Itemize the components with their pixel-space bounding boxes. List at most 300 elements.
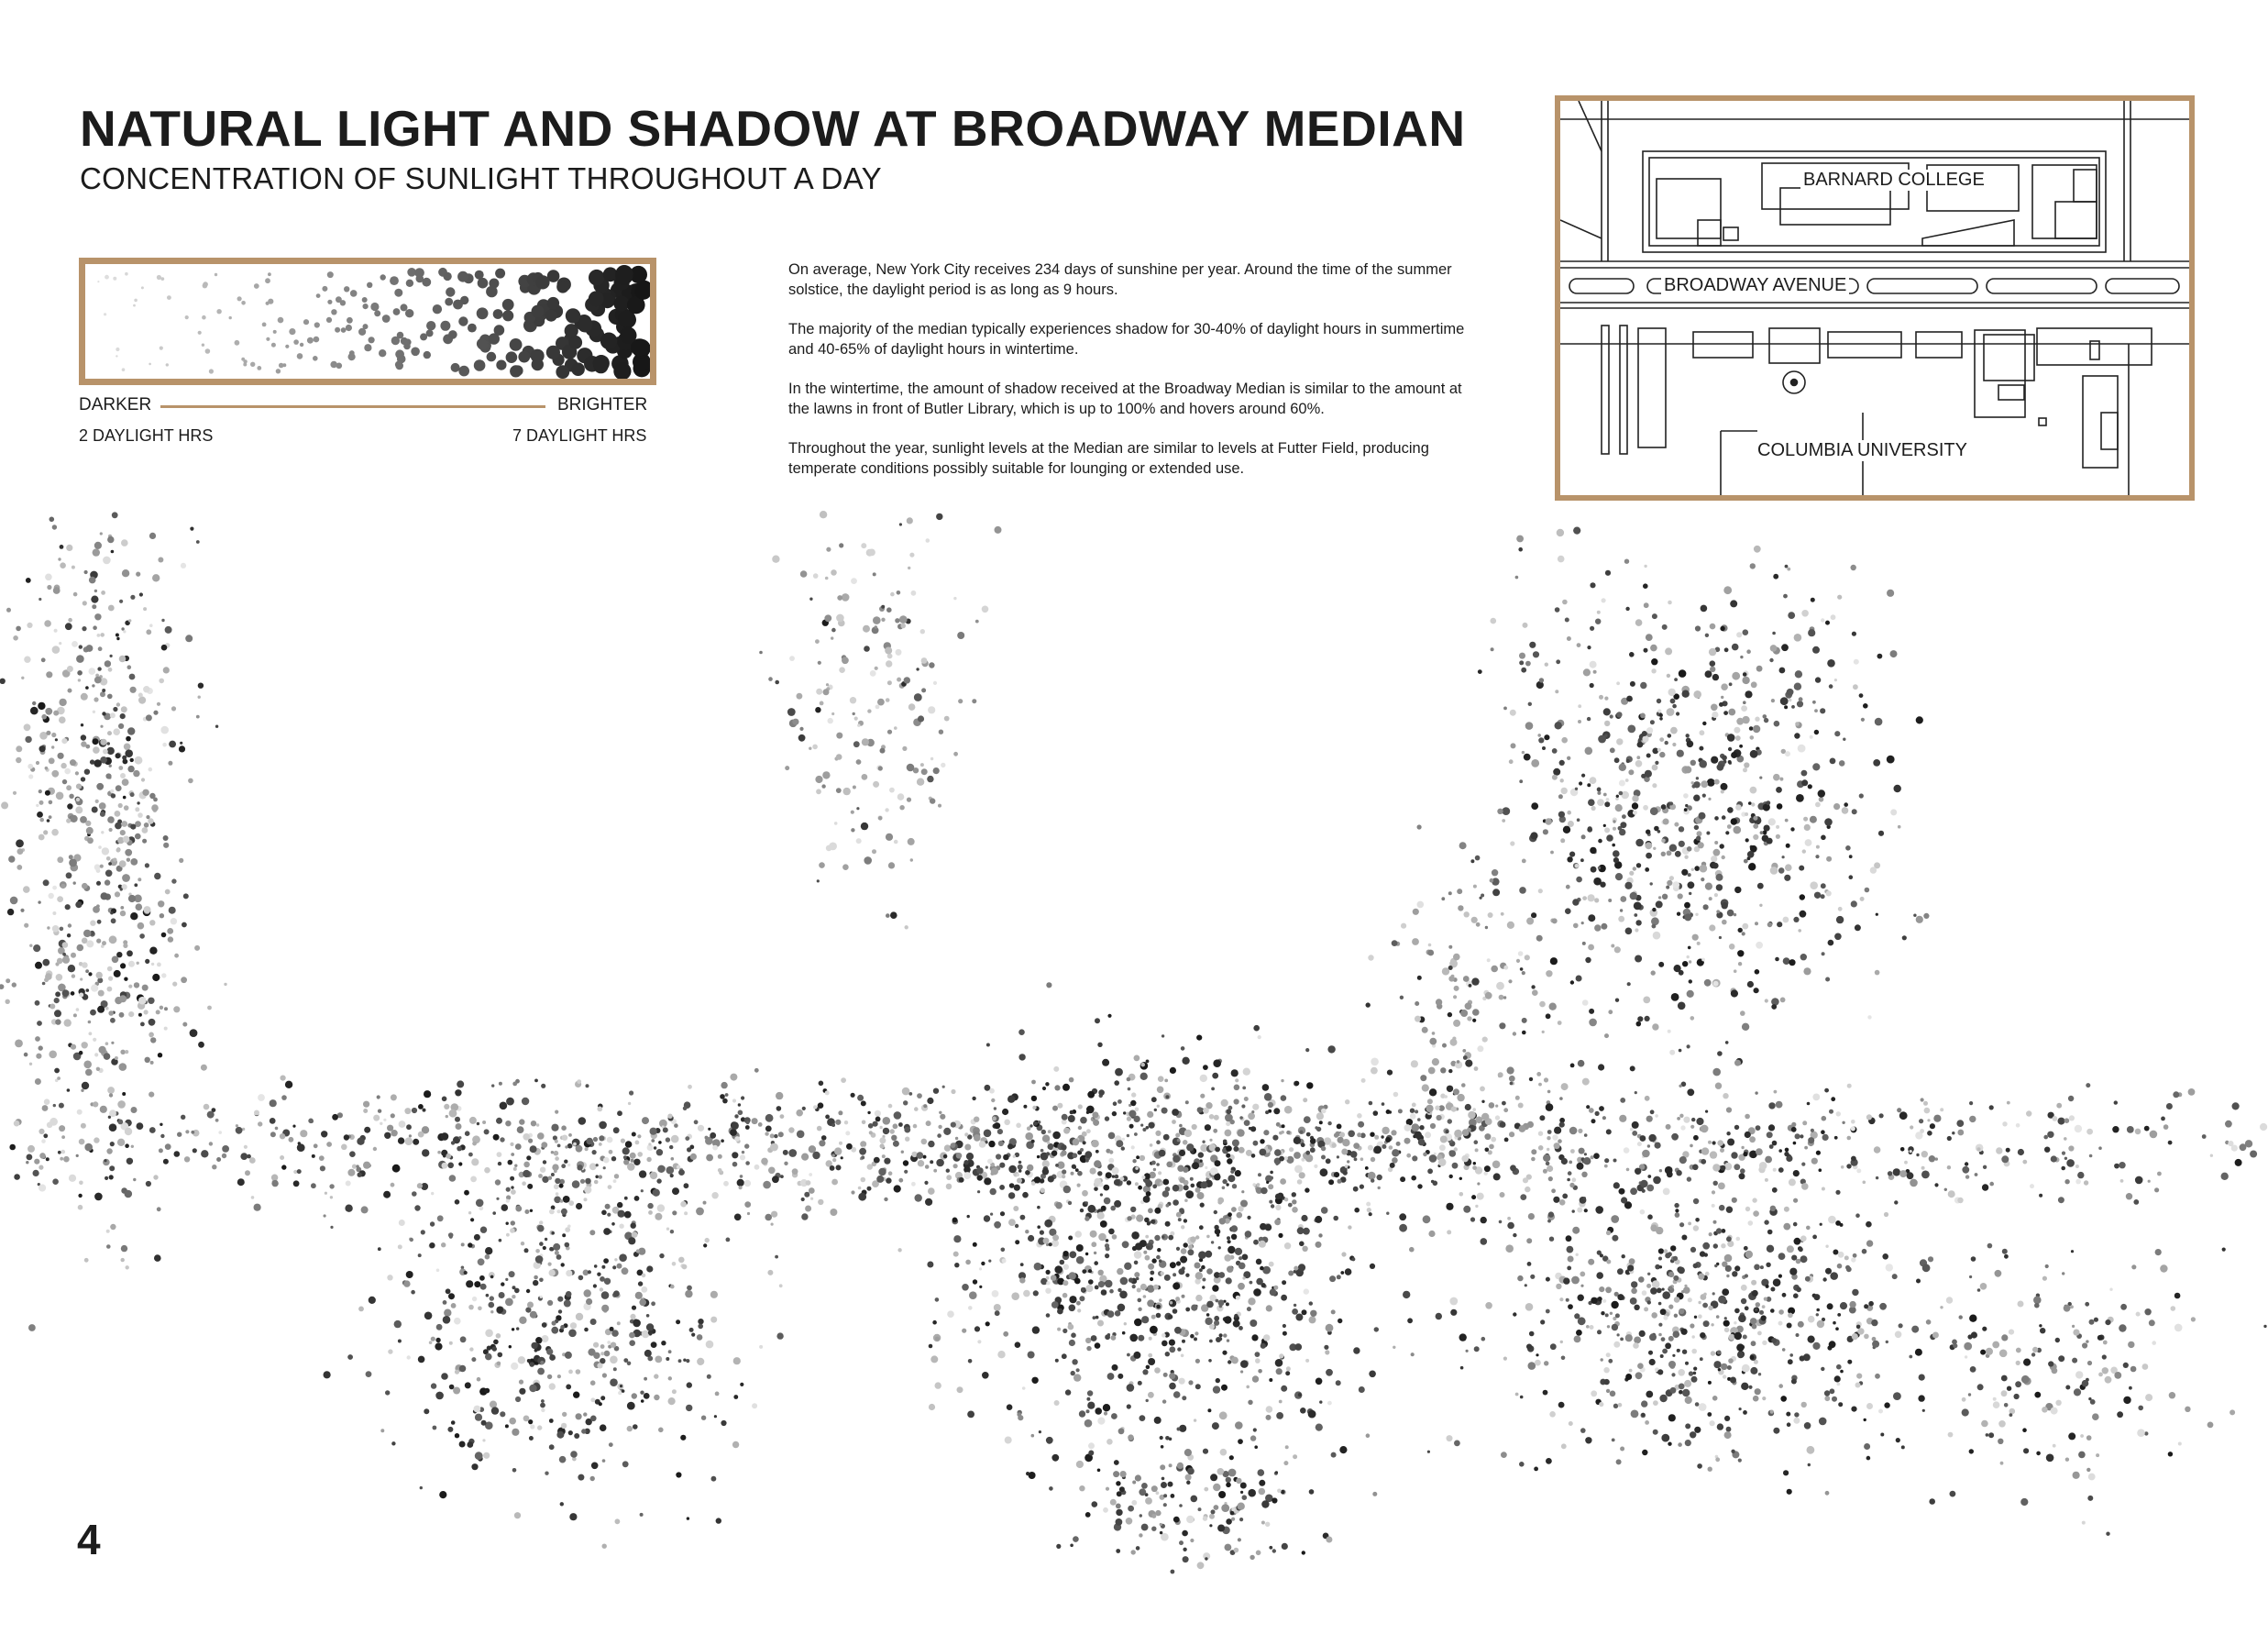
light-dot: [2210, 1154, 2213, 1157]
light-dot: [1037, 1155, 1040, 1158]
light-dot: [1555, 607, 1560, 613]
light-dot: [1228, 1360, 1231, 1363]
light-dot: [678, 1169, 685, 1176]
light-dot: [522, 1098, 529, 1105]
light-dot: [1131, 1145, 1135, 1149]
light-dot: [1757, 1331, 1762, 1336]
light-dot: [96, 939, 101, 944]
light-dot: [558, 1309, 562, 1313]
light-dot: [1573, 923, 1579, 929]
light-dot: [1679, 1390, 1683, 1395]
light-dot: [119, 1012, 125, 1018]
light-dot: [1525, 1284, 1527, 1286]
light-dot: [1665, 1253, 1670, 1258]
light-dot: [1539, 1001, 1546, 1008]
light-dot: [1392, 940, 1398, 946]
light-dot: [1735, 804, 1742, 811]
light-dot: [1838, 1402, 1843, 1407]
light-dot: [16, 839, 24, 847]
light-dot: [935, 1337, 940, 1341]
light-dot: [1816, 1313, 1819, 1316]
light-dot: [734, 1114, 738, 1118]
light-dot: [110, 911, 113, 914]
light-dot: [1053, 1066, 1059, 1072]
light-dot: [1826, 856, 1832, 862]
light-dot: [1969, 1101, 1973, 1105]
light-dot: [124, 977, 127, 981]
light-dot: [989, 1088, 995, 1094]
light-dot: [1195, 1384, 1201, 1389]
light-dot: [1653, 932, 1661, 940]
light-dot: [1212, 1285, 1218, 1291]
light-dot: [914, 1107, 919, 1111]
light-dot: [93, 1038, 96, 1042]
light-dot: [706, 1341, 714, 1349]
light-dot: [1123, 1111, 1126, 1114]
light-dot: [1299, 1242, 1305, 1247]
light-dot: [29, 944, 32, 947]
light-dot: [1821, 835, 1826, 841]
light-dot: [1688, 873, 1691, 877]
light-dot: [549, 1247, 554, 1252]
light-dot: [417, 1183, 423, 1188]
light-dot: [1662, 1291, 1670, 1299]
light-dot: [1371, 1157, 1375, 1162]
light-dot: [1111, 1335, 1117, 1341]
light-dot: [1104, 1198, 1111, 1205]
light-dot: [1794, 683, 1801, 690]
light-dot: [59, 642, 61, 645]
light-dot: [61, 1135, 65, 1139]
light-dot: [734, 1136, 740, 1142]
light-dot: [841, 1077, 846, 1083]
light-dot: [1274, 1149, 1282, 1156]
light-dot: [347, 1354, 353, 1360]
light-dot: [51, 733, 56, 737]
light-dot: [1866, 1221, 1872, 1228]
light-dot: [1080, 1209, 1084, 1212]
light-dot: [65, 623, 72, 630]
light-dot: [1085, 1159, 1089, 1163]
light-dot: [530, 1145, 537, 1153]
light-dot: [2173, 1091, 2179, 1098]
light-dot: [1136, 1215, 1143, 1222]
light-dot: [1138, 1335, 1144, 1341]
light-dot: [2119, 1162, 2125, 1168]
light-dot: [26, 578, 31, 583]
light-dot: [1694, 866, 1700, 871]
light-dot: [1158, 1171, 1162, 1175]
light-dot: [1140, 1240, 1147, 1247]
light-dot: [1140, 1063, 1145, 1067]
light-dot: [1051, 1151, 1057, 1156]
light-dot: [1796, 794, 1804, 802]
light-dot: [1743, 767, 1747, 772]
light-dot: [1226, 1109, 1231, 1114]
light-dot: [1134, 1272, 1140, 1277]
light-dot: [594, 1264, 598, 1268]
light-dot: [1275, 1194, 1282, 1200]
light-dot: [149, 767, 153, 772]
light-dot: [512, 1468, 517, 1473]
light-dot: [468, 1305, 474, 1310]
light-dot: [620, 1385, 622, 1387]
light-dot: [1625, 778, 1629, 782]
light-dot: [41, 714, 47, 720]
light-dot: [1182, 1266, 1185, 1270]
light-dot: [1837, 1313, 1841, 1317]
light-dot: [35, 1000, 40, 1006]
light-dot: [484, 1390, 487, 1393]
light-dot: [1715, 1457, 1720, 1462]
light-dot: [55, 738, 58, 741]
light-dot: [1699, 1403, 1707, 1411]
light-dot: [1002, 1109, 1008, 1115]
light-dot: [1543, 1154, 1550, 1162]
light-dot: [1691, 1376, 1698, 1383]
light-dot: [1100, 1193, 1103, 1196]
light-dot: [1337, 1155, 1339, 1158]
light-dot: [1921, 1171, 1930, 1179]
light-dot: [1782, 1348, 1786, 1352]
light-dot: [994, 1221, 1001, 1229]
light-dot: [1795, 1133, 1800, 1139]
light-dot: [995, 1310, 1000, 1316]
light-dot: [1242, 1254, 1249, 1261]
light-dot: [152, 974, 160, 981]
light-dot: [1709, 924, 1715, 931]
light-dot: [57, 856, 63, 863]
light-dot: [1910, 1179, 1918, 1187]
light-dot: [94, 1193, 103, 1201]
light-dot: [1561, 788, 1568, 794]
light-dot: [927, 1262, 933, 1268]
light-dot: [1625, 607, 1629, 611]
light-dot: [1660, 1308, 1667, 1315]
light-dot: [984, 1177, 991, 1185]
light-dot: [1538, 1083, 1542, 1087]
light-dot: [1209, 1340, 1213, 1343]
light-dot: [1630, 1065, 1635, 1071]
light-dot: [1615, 1313, 1620, 1318]
light-dot: [1141, 1316, 1149, 1323]
light-dot: [41, 1139, 46, 1143]
light-dot: [1659, 752, 1665, 757]
light-dot: [1662, 624, 1668, 630]
light-dot: [1266, 1305, 1272, 1311]
light-dot: [730, 1074, 737, 1081]
light-dot: [1127, 1384, 1135, 1392]
light-dot: [1108, 1132, 1116, 1140]
light-dot: [1554, 1127, 1561, 1134]
light-dot: [1354, 1157, 1358, 1161]
light-dot: [666, 1166, 675, 1175]
light-dot: [1590, 777, 1597, 784]
light-dot: [88, 972, 92, 976]
light-dot: [1890, 809, 1897, 815]
light-dot: [1076, 1244, 1084, 1252]
light-dot: [130, 858, 138, 866]
light-dot: [1661, 1434, 1669, 1442]
light-dot: [1679, 1049, 1682, 1053]
light-dot: [1852, 1289, 1858, 1296]
light-dot: [1915, 1349, 1922, 1356]
light-dot: [1734, 727, 1740, 734]
light-dot: [1326, 1158, 1331, 1164]
light-dot: [1616, 795, 1619, 798]
light-dot: [1216, 1378, 1220, 1383]
light-dot: [1617, 1333, 1620, 1336]
light-dot: [1465, 1060, 1472, 1067]
light-dot: [143, 686, 149, 692]
light-dot: [2058, 1118, 2065, 1125]
light-dot: [398, 1137, 404, 1143]
light-dot: [209, 1142, 213, 1145]
light-dot: [191, 1131, 194, 1134]
light-dot: [705, 1238, 710, 1242]
light-dot: [1694, 825, 1699, 830]
light-dot: [1593, 670, 1597, 674]
light-dot: [1947, 1136, 1952, 1141]
light-dot: [1863, 1181, 1866, 1185]
light-dot: [1767, 922, 1773, 928]
light-dot: [566, 1385, 571, 1390]
light-dot: [1305, 1151, 1310, 1155]
light-dot: [1680, 1125, 1685, 1130]
light-dot: [1257, 1183, 1261, 1187]
light-dot: [81, 723, 83, 726]
light-dot: [505, 1424, 509, 1428]
light-dot: [1369, 1371, 1376, 1378]
light-dot: [1593, 1153, 1600, 1159]
light-dot: [1693, 1264, 1699, 1269]
light-dot: [148, 818, 153, 823]
light-dot: [240, 1153, 248, 1160]
light-dot: [1909, 1355, 1912, 1359]
light-dot: [576, 1203, 582, 1209]
light-dot: [1957, 1130, 1964, 1136]
light-dot: [1860, 897, 1865, 901]
light-dot: [1555, 690, 1558, 693]
light-dot: [2225, 1121, 2232, 1128]
light-dot: [1663, 1188, 1670, 1196]
light-dot: [1771, 1004, 1777, 1010]
light-dot: [1283, 1324, 1286, 1328]
light-dot: [479, 1275, 485, 1281]
light-dot: [1163, 1373, 1168, 1377]
light-dot: [1142, 1128, 1146, 1132]
light-dot: [1878, 1409, 1883, 1414]
light-dot: [1796, 1287, 1801, 1293]
light-dot: [923, 1104, 927, 1108]
light-dot: [120, 963, 126, 968]
light-dot: [1111, 1413, 1117, 1419]
light-dot: [726, 1238, 731, 1242]
light-dot: [680, 1435, 686, 1441]
light-dot: [329, 1184, 334, 1188]
light-dot: [39, 1045, 43, 1050]
light-dot: [1148, 1392, 1154, 1398]
light-dot: [1086, 1397, 1090, 1401]
light-dot: [448, 1293, 455, 1299]
light-dot: [1969, 1116, 1976, 1122]
light-dot: [2089, 1154, 2093, 1158]
light-dot: [1558, 1402, 1565, 1408]
light-dot: [1724, 1254, 1733, 1263]
light-dot: [51, 829, 59, 836]
light-dot: [1250, 1281, 1253, 1285]
light-dot: [1437, 1115, 1442, 1121]
light-dot: [85, 1069, 93, 1076]
light-dot: [1726, 1107, 1732, 1112]
light-dot: [1298, 1264, 1305, 1271]
light-dot: [926, 1121, 931, 1126]
light-dot: [1734, 826, 1742, 834]
light-dot: [710, 1132, 716, 1139]
light-dot: [1606, 1352, 1611, 1357]
light-dot: [1558, 1021, 1562, 1025]
light-dot: [1260, 1223, 1267, 1231]
light-dot: [1068, 1115, 1075, 1122]
light-dot: [1412, 1155, 1417, 1161]
light-dot: [1641, 1413, 1645, 1417]
light-dot: [1777, 922, 1782, 927]
light-dot: [1819, 1418, 1827, 1426]
light-dot: [1684, 913, 1691, 921]
light-dot: [1340, 1271, 1344, 1275]
light-dot: [1849, 855, 1853, 858]
light-dot: [1292, 1199, 1296, 1204]
light-dot: [1206, 1268, 1213, 1275]
light-dot: [1436, 1313, 1442, 1319]
light-dot: [1667, 674, 1670, 678]
light-dot: [1262, 1266, 1271, 1275]
light-dot: [1063, 1264, 1069, 1270]
light-dot: [23, 886, 30, 893]
light-dot: [455, 1117, 460, 1122]
light-dot: [49, 1051, 57, 1059]
light-dot: [439, 1491, 446, 1498]
light-dot: [1195, 1295, 1202, 1301]
light-dot: [107, 987, 113, 992]
light-dot: [201, 1150, 208, 1157]
light-dot: [485, 1247, 492, 1254]
light-dot: [618, 1210, 625, 1218]
light-dot: [1399, 1213, 1406, 1220]
light-dot: [1284, 1106, 1293, 1114]
light-dot: [655, 1213, 662, 1220]
light-dot: [1718, 1368, 1721, 1371]
light-dot: [1879, 1303, 1887, 1310]
light-dot: [1598, 867, 1601, 869]
light-dot: [1221, 1099, 1228, 1107]
light-dot: [687, 1382, 692, 1387]
light-dot: [510, 1176, 514, 1181]
light-dot: [810, 1198, 813, 1200]
light-dot: [551, 1151, 554, 1154]
light-dot: [471, 1158, 479, 1165]
light-dot: [1124, 1263, 1131, 1270]
light-dot: [1439, 1144, 1446, 1151]
light-dot: [565, 1242, 570, 1248]
light-dot: [158, 900, 164, 907]
light-dot: [1844, 802, 1848, 807]
light-dot: [1738, 962, 1742, 966]
light-dot: [1793, 1198, 1798, 1203]
light-dot: [45, 767, 49, 770]
light-dot: [962, 1329, 966, 1333]
light-dot: [1877, 654, 1882, 659]
light-dot: [71, 991, 75, 996]
light-dot: [1910, 1150, 1912, 1153]
light-dot: [1684, 808, 1688, 811]
light-dot: [1163, 1134, 1170, 1141]
light-dot: [560, 1502, 564, 1506]
light-dot: [1254, 1289, 1260, 1295]
light-dot: [1805, 1276, 1811, 1282]
light-dot: [1353, 1347, 1360, 1353]
light-dot: [1049, 1486, 1053, 1491]
light-dot: [710, 1317, 717, 1323]
light-dot: [552, 1320, 556, 1325]
light-dot: [90, 921, 95, 926]
light-dot: [1710, 660, 1716, 667]
light-dot: [1595, 1206, 1603, 1214]
light-dot: [1462, 1129, 1470, 1136]
light-dot: [1712, 1164, 1720, 1171]
light-dot: [2077, 1172, 2084, 1178]
light-dot: [1778, 1309, 1784, 1315]
light-dot: [345, 1205, 352, 1212]
light-dot: [1094, 1187, 1098, 1191]
light-dot: [475, 1452, 483, 1460]
light-dot: [1663, 819, 1669, 825]
light-dot: [1106, 1172, 1112, 1178]
light-dot: [347, 1169, 355, 1176]
light-dot: [817, 1126, 822, 1132]
light-dot: [1662, 1288, 1665, 1291]
light-dot: [500, 1102, 508, 1110]
light-dot: [1703, 1320, 1710, 1327]
light-dot: [1184, 1130, 1192, 1137]
light-dot: [928, 1141, 934, 1147]
light-dot: [1237, 1212, 1243, 1219]
light-dot: [1164, 1079, 1168, 1083]
light-dot: [1701, 1125, 1709, 1133]
light-dot: [85, 969, 89, 973]
light-dot: [39, 800, 44, 805]
light-dot: [2002, 1121, 2007, 1126]
light-dot: [1177, 1428, 1181, 1431]
light-dot: [1736, 718, 1744, 725]
light-dot: [1130, 1100, 1136, 1106]
light-dot: [1989, 1105, 1994, 1110]
light-dot: [540, 1296, 543, 1298]
light-dot: [1098, 1281, 1105, 1287]
light-dot: [706, 1154, 713, 1162]
light-dot: [1759, 1162, 1767, 1170]
light-dot: [1020, 1263, 1024, 1266]
light-dot: [1399, 1224, 1407, 1232]
light-dot: [521, 1242, 524, 1245]
light-dot: [1677, 750, 1684, 757]
light-dot: [33, 944, 40, 952]
light-dot: [1286, 1366, 1291, 1371]
light-dot: [1477, 1182, 1480, 1185]
light-dot: [1657, 830, 1661, 834]
light-dot: [818, 1199, 823, 1205]
light-dot: [631, 1223, 636, 1229]
